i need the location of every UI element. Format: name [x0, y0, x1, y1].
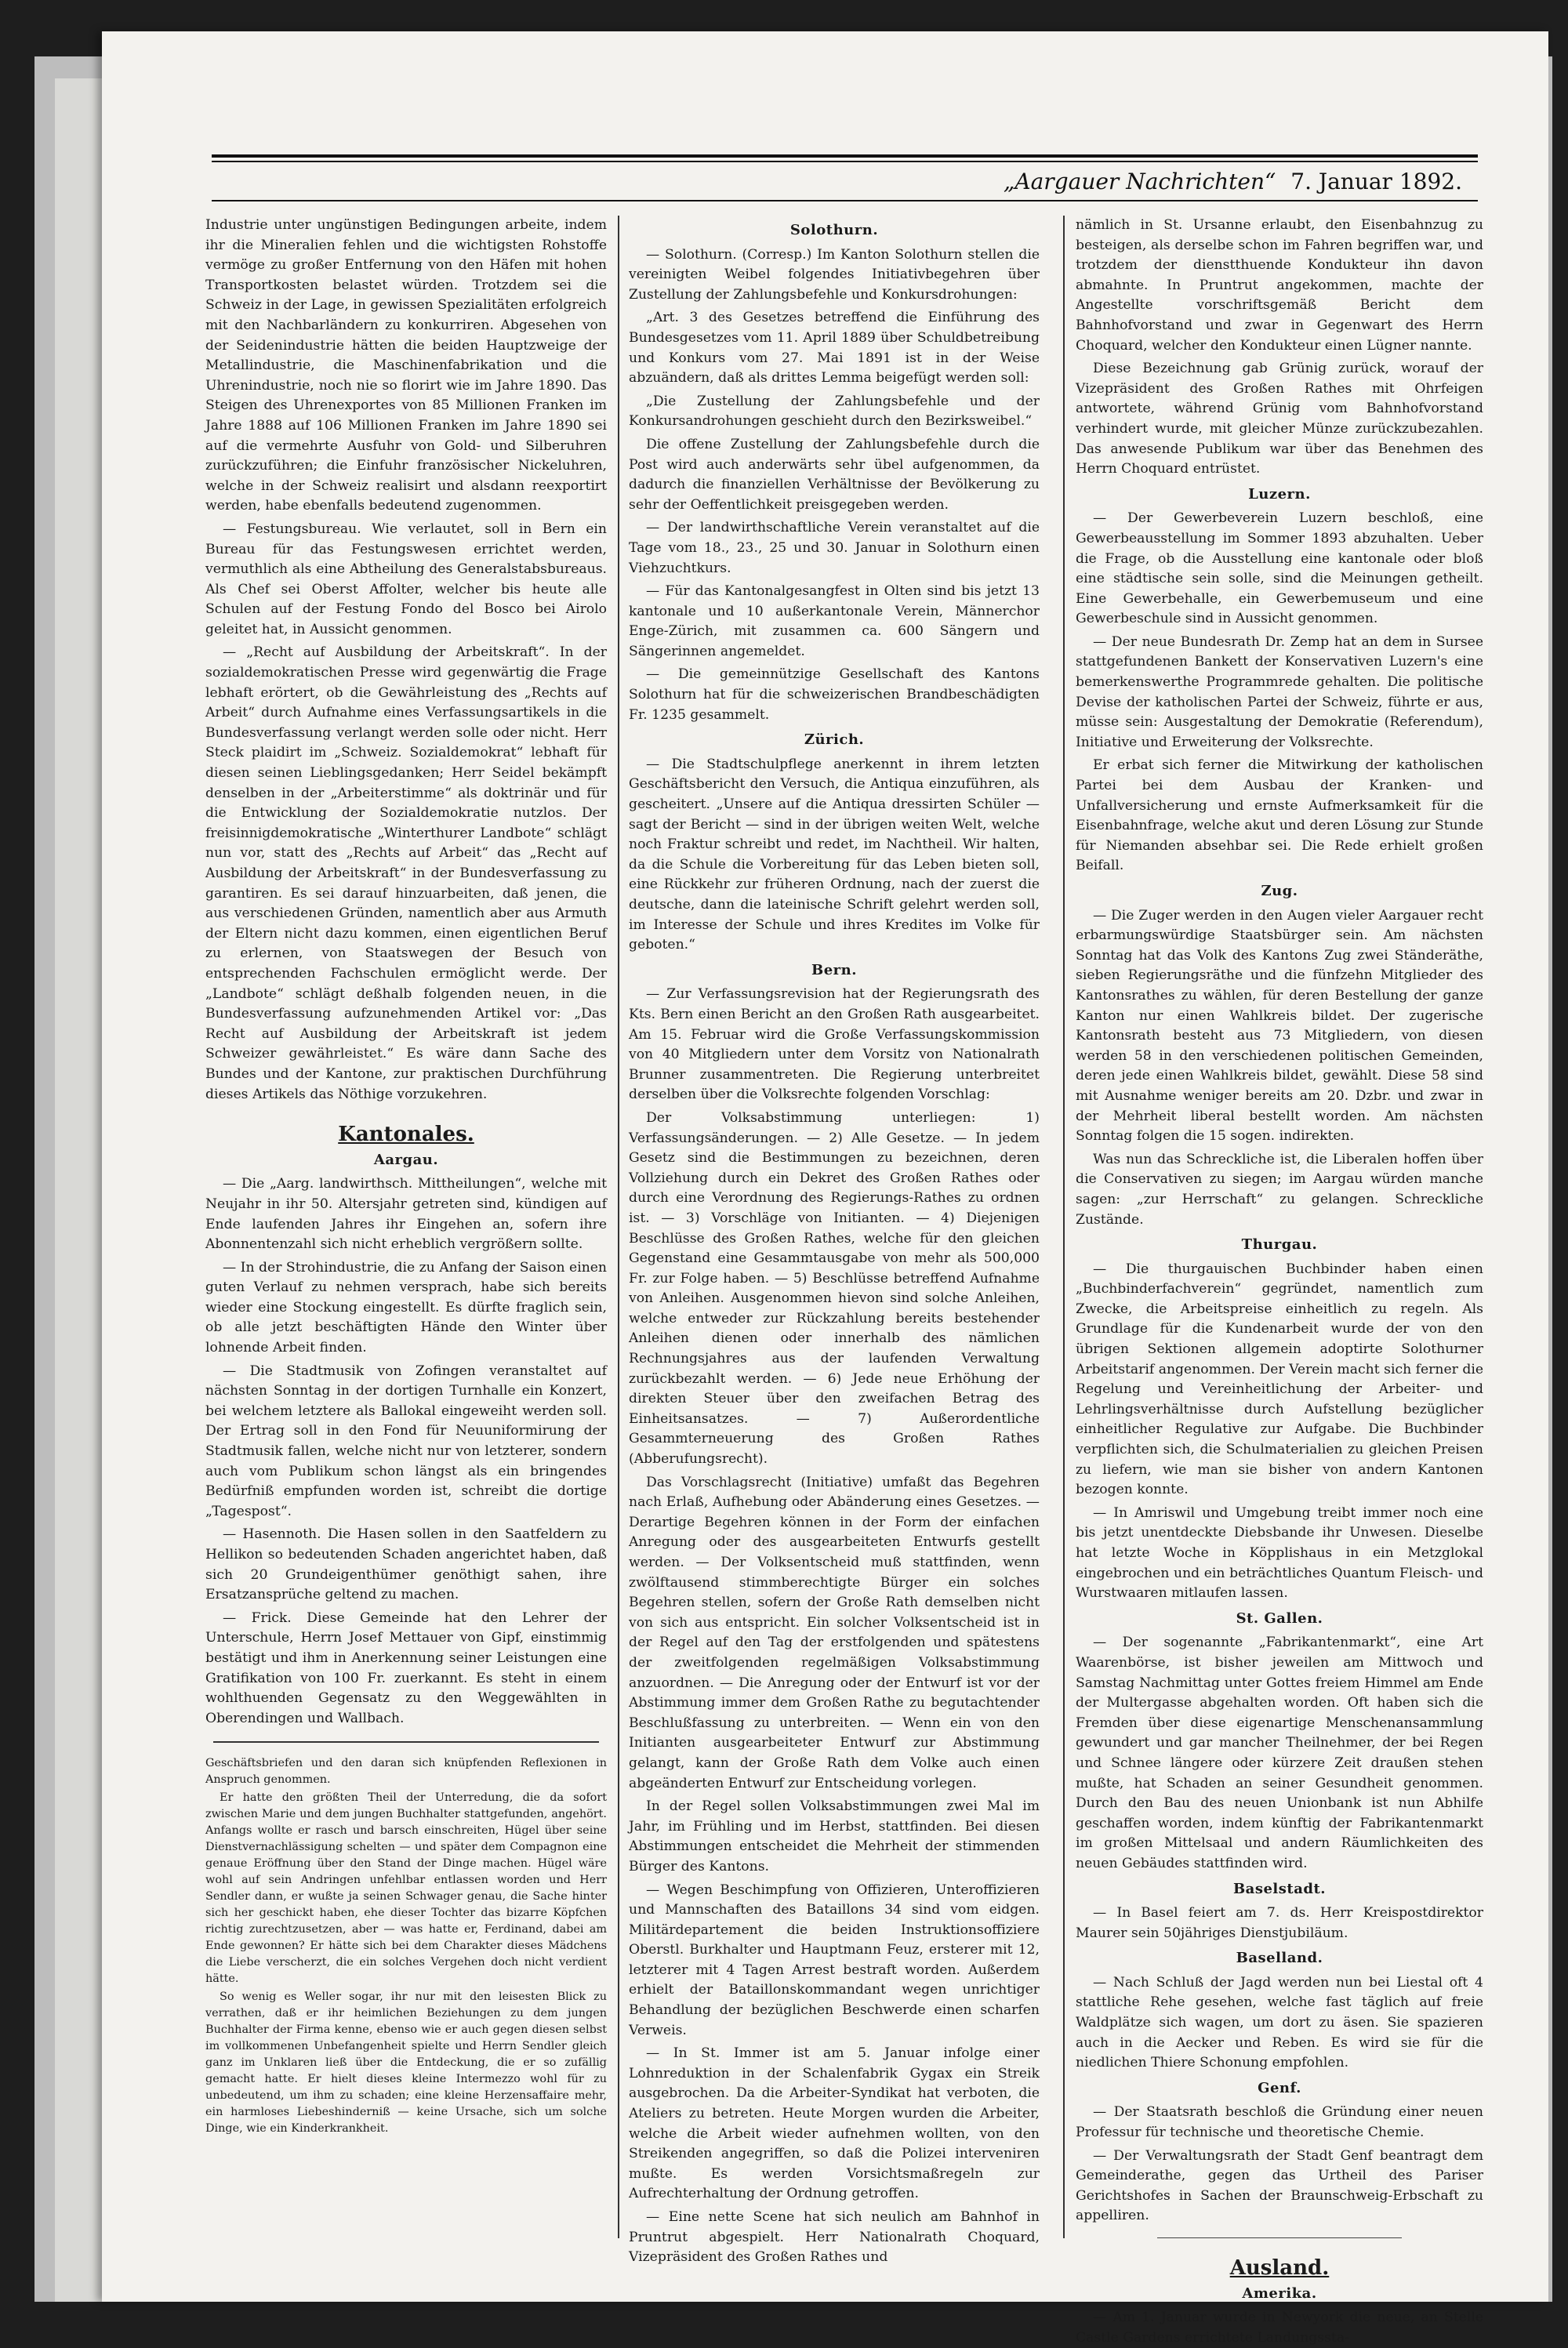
- feuilleton-paragraph: So wenig es Weller sogar, ihr nur mit den leisesten Blick zu verrathen, daß er ihr heimlichen Beziehungen zu dem jungen Buchhalter der Firma kenne, ebenso wie er auch gegen diesen selbst im vollkommenen Unbefangenheit spielte und Herrn Sendler gleich ganz im Unklaren ließ über die Entdeckung, die er so zufällig gemacht hatte. Er hielt dieses kleine Intermezzo wohl für zu unbedeutend, um ihm zu schaden; eine kleine Herzensaffaire mehr, ein harmloses Liebeshinderniß — keine Ursache, sich um solche Dinge, wie ein Kinderkrankheit.: [205, 1991, 607, 2136]
- article-paragraph: — Die Stadtschulpflege anerkennt in ihrem letzten Geschäftsbericht den Versuch, die Antiqua einzuführen, als gescheitert. „Unsere auf die Antiqua dressirten Schüler — sagt der Bericht — sind in der übrigen weiten Welt, welche noch Fraktur schreibt und redet, im Nachtheil. Wir halten, da die Schule die Vorbereitung für das Leben bieten soll, eine Rückkehr zur früheren Ordnung, nach der zuerst die deutsche, dann die lateinische Schrift gelehrt werden soll, im Interesse der Schule und ihres Kredites im Volke für geboten.“: [629, 756, 1040, 953]
- section-heading-genf: Genf.: [1258, 2079, 1301, 2096]
- article-paragraph: — In Basel feiert am 7. ds. Herr Kreispostdirektor Maurer sein 50jähriges Dienstjubiläum.: [1076, 1905, 1483, 1941]
- article-paragraph: — In St. Immer ist am 5. Januar infolge einer Lohnreduktion in der Schalenfabrik Gygax ein Streik ausgebrochen. Da die Arbeiter-Syndikat hat verboten, die Ateliers zu betreten. Heute Morgen wurden die Arbeiter, welche die Arbeit wieder aufnehmen wollten, von den Streikenden angegriffen, so daß die Polizei interveniren mußte. Es werden Vorsichtsmaßregeln zur Aufrechterhaltung der Ordnung getroffen.: [629, 2045, 1040, 2202]
- article-paragraph: — Die gemeinnützige Gesellschaft des Kantons Solothurn hat für die schweizerischen Brandbeschädigten Fr. 1235 gesammelt.: [629, 666, 1040, 723]
- article-paragraph: — Die „Aarg. landwirthsch. Mittheilungen“, welche mit Neujahr in ihr 50. Altersjahr getreten sind, kündigen auf Ende laufenden Jahres ihr Eingehen an, sofern ihre Abonnentenzahl sich nicht erheblich vergrößern sollte.: [205, 1176, 607, 1253]
- article-paragraph: In der Regel sollen Volksabstimmungen zwei Mal im Jahr, im Frühling und im Herbst, stattfinden. Bei diesen Abstimmungen entscheidet die Mehrheit der stimmenden Bürger des Kantons.: [629, 1798, 1040, 1874]
- masthead: [1004, 169, 1462, 194]
- article-paragraph: — Wegen Beschimpfung von Offizieren, Unteroffizieren und Mannschaften des Bataillons 34 sind vom eidgen. Militärdepartement die beiden Instruktionsoffiziere Oberstl. Burkhalter und Hauptmann Feuz, ersterer mit 12, letzterer mit 4 Tagen Arrest bestraft worden. Außerdem erhielt der Bataillonskommandant wegen unrichtiger Behandlung der bezüglichen Beschwerde einen scharfen Verweis.: [629, 1882, 1040, 2038]
- article-paragraph: Der Volksabstimmung unterliegen: 1) Verfassungsänderungen. — 2) Alle Gesetze. — In jedem Gesetz sind die Bestimmungen zu bezeichnen, deren Vollziehung durch ein Dekret des Großen Rathes oder durch eine Verordnung des Regierungs-Rathes zu ordnen ist. — 3) Vorschläge von Initianten. — 4) Diejenigen Beschlüsse des Großen Rathes, welche für den gleichen Gegenstand eine Gesammtausgabe von mehr als 500,000 Fr. zur Folge haben. — 5) Beschlüsse betreffend Aufnahme von Anleihen. Ausgenommen hievon sind solche Anleihen, welche entweder zur Rückzahlung bereits bestehender Anleihen dienen oder innerhalb des nämlichen Rechnungsjahres aus der laufenden Verwaltung zurückbezahlt werden. — 6) Jede neue Erhöhung der direkten Steuer über den zweifachen Betrag des Einheitsansatzes. — 7) Außerordentliche Gesammterneuerung des Großen Rathes (Abberufungsrecht).: [629, 1109, 1040, 1468]
- header-rule-thick: [212, 154, 1478, 158]
- header-rule-bottom: [212, 200, 1478, 201]
- article-paragraph: — Die Zuger werden in den Augen vieler Aargauer recht erbarmungswürdige Staatsbürger sein. Am nächsten Sonntag hat das Volk des Kantons Zug zwei Ständeräthe, sieben Regierungsräthe und die fünfzehn Mitglieder des Kantonsrathes zu wählen, für deren Bestellung der ganze Kanton nur einen Wahlkreis bildet. Der zugerische Kantonsrath besteht aus 73 Mitgliedern, von diesen werden 58 in den verschiedenen politischen Gemeinden, deren jede einen Wahlkreis bildet, gewählt. Diese 58 sind mit Ausnahme weniger bereits am 20. Dzbr. und zwar in der Mehrheit liberal bestellt worden. Am nächsten Sonntag folgen die 15 sogen. indirekten.: [1076, 907, 1483, 1145]
- previous-page-edge: [55, 78, 102, 2302]
- section-heading-st-gallen: St. Gallen.: [1236, 1609, 1323, 1627]
- article-paragraph: — In der Strohindustrie, die zu Anfang der Saison einen guten Verlauf zu nehmen versprach, habe sich bereits wieder eine Stockung eingestellt. Es dürfte fraglich sein, ob alle jetzt beschäftigten Hände den Winter über lohnende Arbeit finden.: [205, 1259, 607, 1356]
- article-paragraph: — Der neue Bundesrath Dr. Zemp hat an dem in Sursee stattgefundenen Bankett der Konservativen Luzern's eine bemerkenswerthe Programmrede gehalten. Die politische Devise der katholischen Partei der Schweiz, führte er aus, müsse sein: Ausgestaltung der Demokratie (Referendum), Initiative und Erweiterung der Volksrechte.: [1076, 633, 1483, 750]
- article-paragraph: Er erbat sich ferner die Mitwirkung der katholischen Partei bei dem Ausbau der Kranken- und Unfallversicherung und ernste Aufmerksamkeit für die Eisenbahnfrage, welche akut und deren Lösung zur Stunde für Niemanden absehbar sei. Die Rede erhielt großen Beifall.: [1076, 757, 1483, 874]
- article-paragraph: — Der landwirthschaftliche Verein veranstaltet auf die Tage vom 18., 23., 25 und 30. Januar in Solothurn einen Viehzuchtkurs.: [629, 520, 1040, 576]
- article-paragraph: — Der Verwaltungsrath der Stadt Genf beantragt dem Gemeinderathe, gegen das Urtheil des Pariser Gerichtshofes in Sachen der Braunschweig-Erbschaft zu appelliren.: [1076, 2147, 1483, 2224]
- section-heading-ausland: Ausland.: [1229, 2256, 1330, 2280]
- feuilleton-paragraph: Geschäftsbriefen und den daran sich knüpfenden Reflexionen in Anspruch genommen.: [205, 1757, 607, 1787]
- masthead-title: „Aargauer Nachrichten“: [1003, 169, 1276, 194]
- section-divider: [1157, 2237, 1402, 2238]
- article-paragraph: — Der Gewerbeverein Luzern beschloß, eine Gewerbeausstellung im Sommer 1893 abzuhalten. Ueber die Frage, ob die Ausstellung eine kantonale oder bloß eine städtische sein solle, sind die Meinungen getheilt. Eine Gewerbehalle, ein Gewerbemuseum und eine Gewerbeschule sind in Aussicht genommen.: [1076, 510, 1483, 627]
- section-heading-bern: Bern.: [811, 961, 857, 978]
- article-paragraph: — Eine nette Scene hat sich neulich am Bahnhof in Pruntrut abgespielt. Herr Nationalrath Choquard, Vizepräsident des Großen Rathes und: [629, 2209, 1040, 2266]
- article-paragraph: — Festungsbureau. Wie verlautet, soll in Bern ein Bureau für das Festungswesen errichtet werden, vermuthlich als eine Abtheilung des Generalstabsbureaus. Als Chef sei Oberst Affolter, welcher bis heute alle Schulen auf der Festung Fondo del Bosco bei Airolo geleitet hat, in Aussicht genommen.: [205, 521, 607, 637]
- article-paragraph: „Art. 3 des Gesetzes betreffend die Einführung des Bundesgesetzes vom 11. April 1889 über Schuldbetreibung und Konkurs vom 27. Mai 1891 ist in der Weise abzuändern, daß als drittes Lemma beigefügt werden soll:: [629, 310, 1040, 386]
- article-paragraph: Diese Bezeichnung gab Grünig zurück, worauf der Vizepräsident des Großen Rathes mit Ohrfeigen antwortete, während Grünig vom Bahnhofvorstand verhindert wurde, mit gleicher Münze zurückzubezahlen. Das anwesende Publikum war über das Benehmen des Herrn Choquard entrüstet.: [1076, 361, 1483, 477]
- article-paragraph: — Nach Schluß der Jagd werden nun bei Liestal oft 4 stattliche Rehe gesehen, welche fast täglich auf freie Waldplätze sich wagen, um dort zu äsen. Sie spazieren auch in die Aecker und Reben. Es wird sie für die niedlichen Thiere Schonung empfohlen.: [1076, 1974, 1483, 2071]
- section-heading-luzern: Luzern.: [1248, 485, 1311, 503]
- feuilleton-paragraph: Er hatte den größten Theil der Unterredung, die da sofort zwischen Marie und dem jungen Buchhalter stattgefunden, angehört. Anfangs wollte er rasch und barsch einschreiten, Hügel über seine Dienstvernachlässigung schelten — und später dem Compagnon eine genaue Eröffnung über den Stand der Dinge machen. Hügel wäre wohl auf sein Andringen unfehlbar entlassen worden und Herr Sendler dann, er wußte ja seinen Schwager genau, die Sache hinter sich her geschickt haben, ehe dieser Tochter das bizarre Köpfchen richtig zurechtzusetzen, aber — was hatte er, Ferdinand, dabei am Ende gewonnen? Er hätte sich bei dem Charakter dieses Mädchens die Liebe verscherzt, die ein solches Vergehen doch nicht verdient hätte.: [205, 1791, 607, 1986]
- article-paragraph: Industrie unter ungünstigen Bedingungen arbeite, indem ihr die Mineralien fehlen und die wichtigsten Rohstoffe vermöge zu großer Entfernung von den Häfen mit hohen Transportkosten belastet würden. Trotzdem sei die Schweiz in der Lage, in gewissen Spezialitäten erfolgreich mit den Nachbarländern zu konkurriren. Abgesehen von der Seidenindustrie hätten die beiden Hauptzweige der Metallindustrie, die Maschinenfabrikation und die Uhrenindustrie, noch nie so florirt wie im Jahre 1890. Das Steigen des Uhrenexportes von 85 Millionen Franken im Jahre 1888 auf 106 Millionen Franken im Jahre 1890 sei auf die vermehrte Ausfuhr von Gold- und Silberuhren zurückzuführen; die Einfuhr französischer Nickeluhren, welche in der Schweiz realisirt und alsdann reexportirt werden, habe ebenfalls bedeutend zugenommen.: [205, 217, 607, 514]
- section-heading-zug: Zug.: [1261, 883, 1298, 899]
- article-paragraph: — Hasennoth. Die Hasen sollen in den Saatfeldern zu Hellikon so bedeutenden Schaden angerichtet haben, daß sich 20 Grundeigenthümer genöthigt sahen, ihre Ersatzansprüche geltend zu machen.: [205, 1526, 607, 1603]
- article-paragraph: — Solothurn. (Corresp.) Im Kanton Solothurn stellen die vereinigten Weibel folgendes Initiativbegehren über Zustellung der Zahlungsbefehle und Konkursdrohungen:: [629, 246, 1040, 303]
- section-heading-baselstadt: Baselstadt.: [1232, 1880, 1327, 1897]
- section-heading-aargau: Aargau.: [373, 1151, 439, 1168]
- article-paragraph: Die offene Zustellung der Zahlungsbefehle durch die Post wird auch anderwärts sehr übel aufgenommen, da dadurch die finanziellen Verhältnisse der Bevölkerung zu sehr der Oeffentlichkeit preisgegeben werden.: [629, 436, 1040, 513]
- column-right: [1076, 216, 1483, 2346]
- article-paragraph: — Der sogenannte „Fabrikantenmarkt“, eine Art Waarenbörse, ist bisher jeweilen am Mittwoch und Samstag Nachmittag unter Gottes freiem Himmel am Ende der Multergasse abgehalten worden. Oft haben sich die Fremden über diese eigenartige Menschenansammlung gewundert und gar mancher Theilnehmer, der bei Regen und Schnee längere oder kürzere Zeit draußen stehen mußte, hat Schaden an seiner Gesundheit genommen. Durch den Bau des neuen Unionbank ist nun Abhilfe geschaffen worden, indem künftig der Fabrikantenmarkt im großen Mittelsaal und andern Räumlichkeiten des neuen Gebäudes stattfinden wird.: [1076, 1635, 1483, 1871]
- article-paragraph: Das Vorschlagsrecht (Initiative) umfaßt das Begehren nach Erlaß, Aufhebung oder Abänderung eines Gesetzes. — Derartige Begehren können in der Form der einfachen Anregung oder des ausgearbeiteten Entwurfs gestellt werden. — Der Volksentscheid muß stattfinden, wenn zwölftausend stimmberechtigte Bürger ein solches Begehren stellen, sofern der Große Rath demselben nicht von sich aus entspricht. Ein solcher Volksentscheid ist in der Regel auf den Tag der erstfolgenden und spätestens der zweitfolgenden regelmäßigen Volksabstimmung anzuordnen. — Die Anregung oder der Entwurf ist vor der Abstimmung immer dem Großen Rathe zu begutachtender Beschlußfassung zu unterbreiten. — Wenn ein von den Initianten ausgearbeiteter Entwurf zur Abstimmung gelangt, kann der Große Rath dem Volke auch einen abgeänderten Entwurf zur Entscheidung vorlegen.: [629, 1474, 1040, 1791]
- article-paragraph: — Die Stadtmusik von Zofingen veranstaltet auf nächsten Sonntag in der dortigen Turnhalle ein Konzert, bei welchem letztere als Ballokal eingeweiht werden soll. Der Ertrag soll in den Fond für Neuuniformirung der Stadtmusik fallen, welche nicht nur von letzterer, sondern auch vom Publikum schon längst als ein bringendes Bedürfniß empfunden worden ist, schreibt die dortige „Tagespost“.: [205, 1363, 607, 1519]
- article-paragraph: — Für das Kantonalgesangfest in Olten sind bis jetzt 13 kantonale und 10 außerkantonale Verein, Männerchor Enge-Zürich, mit zusammen ca. 600 Sängern und Sängerinnen angemeldet.: [629, 583, 1040, 659]
- feuilleton-divider: [213, 1741, 599, 1743]
- feuilleton: [205, 1755, 607, 2137]
- article-paragraph: „Die Zustellung der Zahlungsbefehle und der Konkursandrohungen geschieht durch den Bezirksweibel.“: [629, 393, 1040, 430]
- column-divider: [1063, 216, 1065, 2238]
- section-heading-baselland: Baselland.: [1236, 1950, 1323, 1967]
- article-paragraph: — Frick. Diese Gemeinde hat den Lehrer der Unterschule, Herrn Josef Mettauer von Gipf, einstimmig bestätigt und ihm in Anerkennung seiner Leistungen eine Gratifikation von 100 Fr. zuerkannt. Es steht in einem wohlthuenden Gegensatz zu den Weggewählten in Oberendingen und Wallbach.: [205, 1609, 607, 1726]
- article-paragraph: Was nun das Schreckliche ist, die Liberalen hoffen über die Conservativen zu siegen; im Aargau würden manche sagen: „zur Herrschaft“ zu gelangen. Schreckliche Zustände.: [1076, 1151, 1483, 1228]
- article-paragraph: — Die thurgauischen Buchbinder haben einen „Buchbinderfachverein“ gegründet, namentlich zum Zwecke, die Arbeitspreise einheitlich zu regeln. Als Grundlage für die Kundenarbeit wurde der von den übrigen Sektionen allgemein adoptirte Solothurner Arbeitstarif angenommen. Der Verein macht sich ferner die Regelung und Vereinheitlichung der Arbeiter- und Lehrlingsverhältnisse durch Aufstellung bezüglicher einheitlicher Regulative zur Aufgabe. Die Buchbinder verpflichten sich, die Schulmaterialien zu gleichen Preisen zu liefern, wie man sie bisher von andern Kantonen bezogen konnte.: [1076, 1261, 1483, 1498]
- article-paragraph: — In Amriswil und Umgebung treibt immer noch eine bis jetzt unentdeckte Diebsbande ihr Unwesen. Dieselbe hat letzte Woche in Köpplishaus in ein Metzglokal eingebrochen und ein beträchtliches Quantum Fleisch- und Wurstwaaren mitlaufen lassen.: [1076, 1504, 1483, 1602]
- section-heading-amerika: Amerika.: [1242, 2284, 1317, 2302]
- article-paragraph: — Am 1. Januar wurde in Newyork die neue, an Stelle Castle Gardens errichtete Landungssta-: [1076, 2310, 1483, 2346]
- column-divider: [618, 216, 619, 2238]
- article-paragraph: — „Recht auf Ausbildung der Arbeitskraft“. In der sozialdemokratischen Presse wird gegenwärtig die Frage lebhaft erörtert, ob die Gewährleistung des „Rechts auf Arbeit“ durch Aufnahme eines Verfassungsartikels in die Bundesverfassung verlangt werden solle oder nicht. Herr Steck plaidirt im „Schweiz. Sozialdemokrat“ lebhaft für diesen seinen Lieblingsgedanken; Herr Seidel bekämpft denselben in der „Arbeiterstimme“ als doktrinär und für die Entwicklung der Sozialdemokratie nutzlos. Der freisinnigdemokratische „Winterthurer Landbote“ schlägt nun vor, statt des „Rechts auf Arbeit“ das „Recht auf Ausbildung der Arbeitskraft“ in der Bundesverfassung zu garantiren. Es sei darauf hinzuarbeiten, daß jenen, die aus verschiedenen Gründen, namentlich aber aus Armuth der Eltern nicht dazu kommen, einen eigentlichen Beruf zu erlernen, von Staatswegen der Besuch von entsprechenden Fachschulen ermöglicht werde. Der „Landbote“ schlägt deßhalb folgenden neuen, in die Bundesverfassung aufzunehmenden Artikel vor: „Das Recht auf Ausbildung der Arbeitskraft ist jedem Schweizer gewährleistet.“ Es wäre dann Sache des Bundes und der Kantone, zur praktischen Durchführung dieses Artikels das Nöthige vorzukehren.: [205, 644, 607, 1102]
- article-paragraph: — Zur Verfassungsrevision hat der Regierungsrath des Kts. Bern einen Bericht an den Großen Rath ausgearbeitet. Am 15. Februar wird die Große Verfassungskommission von 40 Mitgliedern unter dem Vorsitz von Nationalrath Brunner zusammentreten. Die Regierung unterbreitet derselben über die Volksrechte folgenden Vorschlag:: [629, 986, 1040, 1103]
- section-heading-kantonales: Kantonales.: [338, 1123, 474, 1147]
- article-paragraph: — Der Staatsrath beschloß die Gründung einer neuen Professur für technische und theoretische Chemie.: [1076, 2104, 1483, 2141]
- column-left: [205, 216, 607, 2238]
- article-paragraph: nämlich in St. Ursanne erlaubt, den Eisenbahnzug zu besteigen, als derselbe schon im Fahren begriffen war, und trotzdem der dienstthuende Kondukteur ihn davon abmahnte. In Pruntrut angekommen, machte der Angestellte vorschriftsgemäß Bericht dem Bahnhofvorstand und zwar in Gegenwart des Herrn Choquard, welcher den Kondukteur einen Lügner nannte.: [1076, 217, 1483, 354]
- section-heading-zuerich: Zürich.: [804, 731, 865, 749]
- section-heading-solothurn: Solothurn.: [789, 222, 879, 238]
- column-middle: [629, 216, 1040, 2266]
- section-heading-thurgau: Thurgau.: [1241, 1236, 1318, 1254]
- page-header: [212, 122, 1478, 208]
- issue-date: 7. Januar 1892.: [1290, 169, 1462, 194]
- header-rule-thin: [212, 161, 1478, 162]
